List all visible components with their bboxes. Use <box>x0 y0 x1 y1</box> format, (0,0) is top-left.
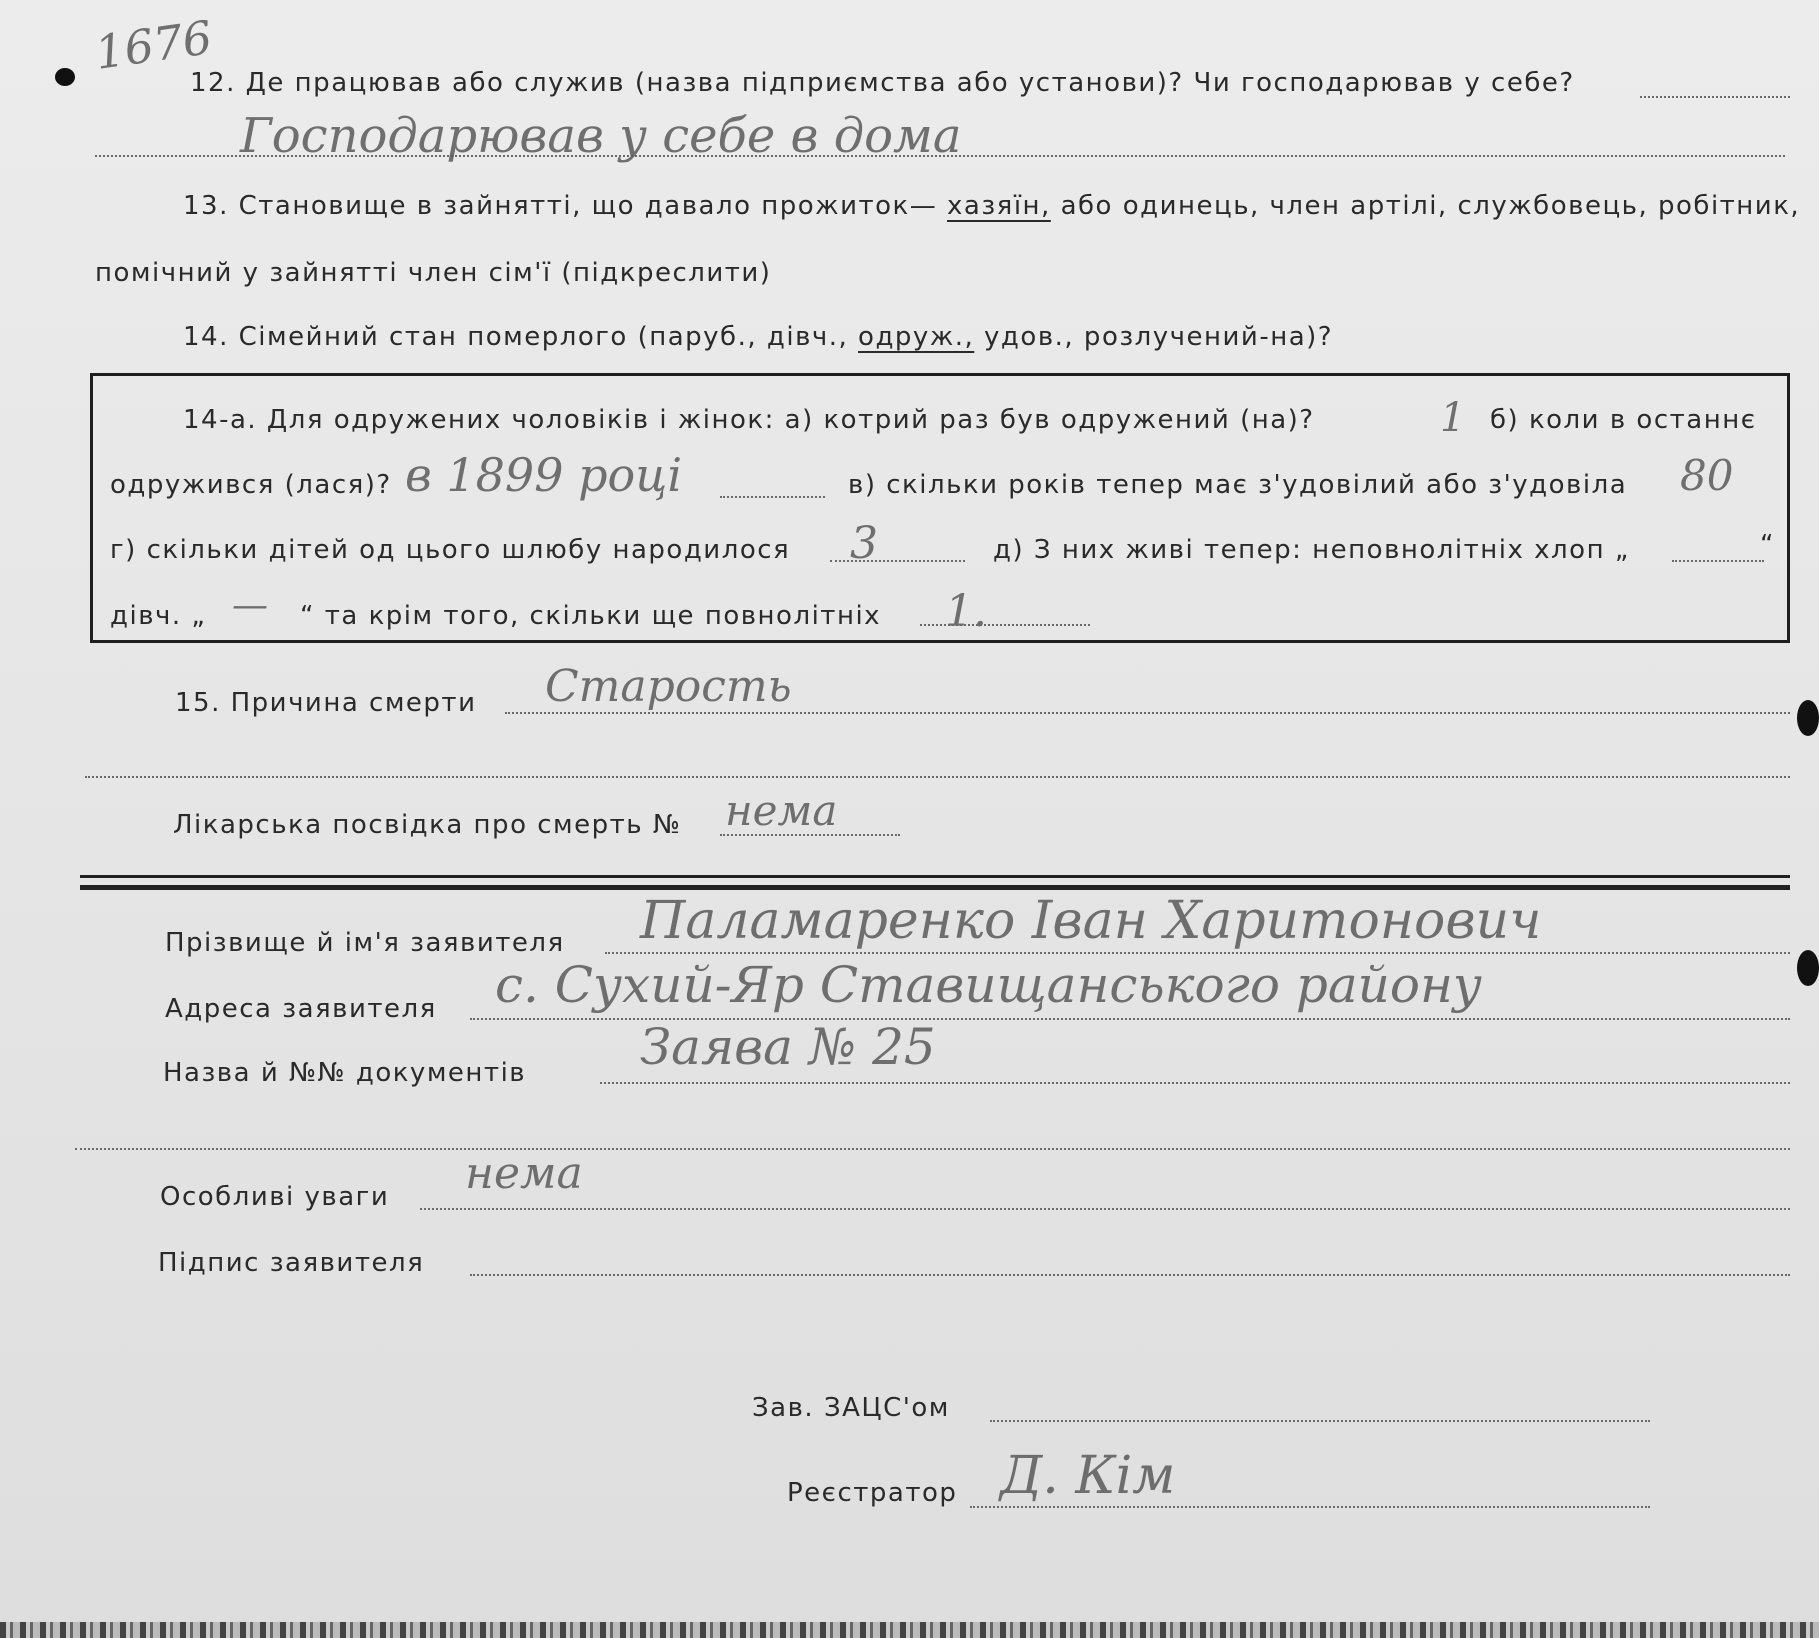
q13-underlined-option: хазяїн, <box>947 191 1051 221</box>
torn-bottom-edge <box>0 1622 1819 1638</box>
q14-label-start: 14. Сімейний стан померлого (паруб., дівч., <box>183 322 849 352</box>
q13-label-line2: помічний у зайнятті член сім'ї (підкреслити) <box>95 258 772 288</box>
applicant-docs: Заява № 25 <box>640 1018 936 1076</box>
q14a-answer-d: 3 <box>850 518 878 569</box>
q14a-answer-a: 1 <box>1440 395 1466 441</box>
q14a-line4-dots <box>920 624 1090 626</box>
applicant-docs-line-2 <box>75 1148 1790 1150</box>
q15-answer: Старость <box>545 661 792 712</box>
q14a-line3-dots <box>830 560 965 562</box>
q14-label-end: удов., розлучений-на)? <box>984 322 1334 352</box>
q14a-line1-b: б) коли в останнє <box>1490 405 1757 435</box>
binder-hole-bottom <box>1797 950 1819 986</box>
head-zags-line <box>990 1420 1650 1422</box>
registrar-signature: Д. Кім <box>1000 1446 1176 1506</box>
q14a-line4-b: “ та крім того, скільки ще повнолітніх <box>300 601 882 631</box>
applicant-address-label: Адреса заявителя <box>165 994 437 1024</box>
applicant-notes: немa <box>465 1148 583 1199</box>
q15-label: 15. Причина смерти <box>175 688 477 718</box>
q14a-answer-c: 80 <box>1680 451 1734 500</box>
q14a-line2-a: одружився (лася)? <box>110 470 392 500</box>
section-rule-bottom <box>80 885 1790 890</box>
archive-number: 1676 <box>91 10 216 80</box>
q13-label <box>183 193 1800 219</box>
applicant-docs-line <box>600 1082 1790 1084</box>
q14a-line2-dots <box>720 496 825 498</box>
q14-label <box>183 324 1333 350</box>
q14a-line2-c: в) скільки років тепер має з'удовілий або з'удовіла <box>848 470 1628 500</box>
q14a-close-quote: “ <box>1760 530 1775 560</box>
applicant-address: с. Сухий-Яр Ставищанського району <box>495 956 1482 1014</box>
applicant-name-line <box>605 952 1790 954</box>
q14a-line3-a: г) скільки дітей од цього шлюбу народилося <box>110 535 791 565</box>
applicant-notes-line <box>420 1208 1790 1210</box>
q14-underlined-option: одруж., <box>858 322 975 352</box>
ink-blot <box>55 68 75 86</box>
q14a-answer-girls: — <box>232 585 268 626</box>
q14a-boys-dots <box>1672 560 1764 562</box>
q14a-line3-b: д) З них живі тепер: неповнолітніх хлоп „ <box>993 535 1630 565</box>
binder-hole-top <box>1797 700 1819 736</box>
q14a-line1: 14-а. Для одружених чоловіків і жінок: а) котрий раз був одружений (на)? <box>183 405 1315 435</box>
applicant-name-label: Прізвище й ім'я заявителя <box>165 928 565 958</box>
medical-label: Лікарська посвідка про смерть № <box>173 810 682 840</box>
q15-fill-line-2 <box>85 776 1790 778</box>
q15-fill-line-1 <box>505 712 1790 714</box>
applicant-name: Паламаренко Іван Харитонович <box>640 891 1542 951</box>
q12-fill-line-1 <box>1640 96 1790 98</box>
q14a-answer-b: в 1899 році <box>405 448 683 502</box>
q14a-answer-adults: 1. <box>945 586 987 637</box>
applicant-docs-label: Назва й №№ документів <box>163 1058 527 1088</box>
applicant-notes-label: Особливі уваги <box>160 1182 390 1212</box>
applicant-signature-label: Підпис заявителя <box>158 1248 425 1278</box>
medical-answer: немa <box>725 786 838 835</box>
q12-answer: Господарював у себе в дома <box>240 108 962 164</box>
q14a-line4-a: дівч. „ <box>110 601 207 631</box>
section-rule-top <box>80 875 1790 878</box>
q13-label-end: або одинець, член артілі, службовець, робітник, <box>1060 191 1801 221</box>
q13-label-start: 13. Становище в зайнятті, що давало прожиток— <box>183 191 938 221</box>
applicant-signature-line <box>470 1274 1790 1276</box>
registrar-line <box>970 1506 1650 1508</box>
registrar-label: Реєстратор <box>787 1478 958 1508</box>
q12-label: 12. Де працював або служив (назва підприємства або установи)? Чи господарював у себе? <box>190 68 1575 98</box>
head-zags-label: Зав. ЗАЦС'ом <box>752 1393 950 1423</box>
